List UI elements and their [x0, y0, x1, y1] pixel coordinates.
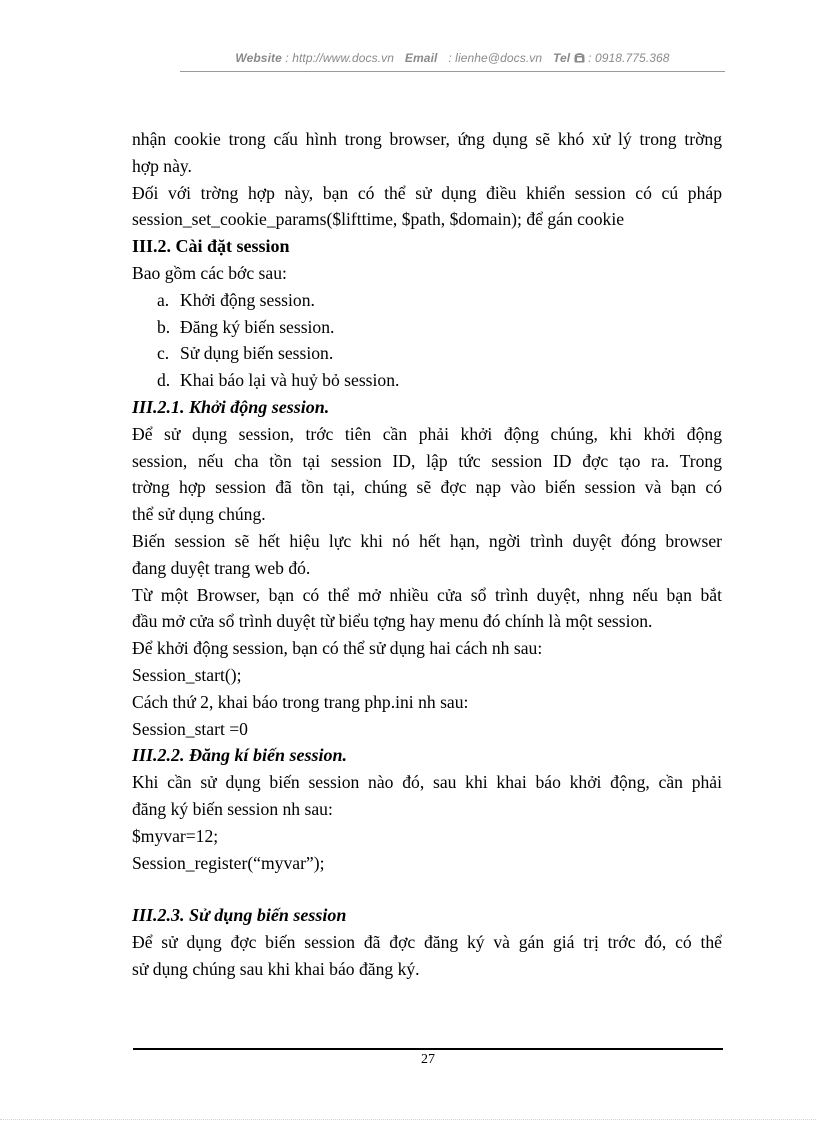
paragraph-line: Từ một Browser, bạn có thể mở nhiều cửa sổ trình duyệt, nhng nếu bạn bắt: [132, 584, 722, 605]
paragraph-line: session_set_cookie_params($lifttime, $path, $domain); để gán cookie: [132, 209, 625, 230]
page-content: [132, 126, 722, 983]
phone-icon: [574, 51, 585, 65]
code-line: Session_register(“myvar”);: [132, 852, 325, 873]
paragraph-line: trờng hợp session đã tồn tại, chúng sẽ đợc nạp vào biến session và bạn có: [132, 477, 722, 498]
code-line: Session_start();: [132, 664, 242, 685]
paragraph-line: Cách thứ 2, khai báo trong trang php.ini nh sau:: [132, 691, 469, 712]
subsection-heading-start: III.2.1. Khởi động session.: [132, 396, 330, 417]
paragraph-line: hợp này.: [132, 155, 192, 176]
list-item: [157, 287, 722, 314]
page-bottom-border: [0, 1119, 816, 1120]
steps-list: [132, 287, 722, 394]
list-marker: d.: [157, 370, 171, 391]
spacer: [132, 876, 722, 902]
paragraph-line: Để sử dụng đợc biến session đã đợc đăng ký và gán giá trị trớc đó, có thể: [132, 932, 722, 953]
tel-number: : 0918.775.368: [588, 51, 670, 65]
list-marker: a.: [157, 289, 170, 310]
paragraph-line: session, nếu cha tồn tại session ID, lập tức session ID đợc tạo ra. Trong: [132, 450, 722, 471]
email-label: Email: [404, 51, 438, 65]
list-marker: c.: [157, 343, 170, 364]
paragraph-line: Khi cần sử dụng biến session nào đó, sau khi khai báo khởi động, cần phải: [132, 772, 722, 793]
paragraph-line: đầu mở cửa sổ trình duyệt từ biểu tợng hay menu đó chính là một session.: [132, 611, 653, 632]
list-item: [157, 314, 722, 341]
website-label: Website: [235, 51, 282, 65]
paragraph-line: Để khởi động session, bạn có thể sử dụng hai cách nh sau:: [132, 638, 543, 659]
paragraph-line: Đối với trờng hợp này, bạn có thể sử dụng điều khiển session có cú pháp: [132, 182, 722, 203]
code-line: Session_start =0: [132, 718, 248, 739]
tel-label: Tel: [553, 51, 571, 65]
list-item-text: Sử dụng biến session.: [180, 343, 334, 364]
list-item-text: Đăng ký biến session.: [180, 316, 335, 337]
subsection-heading-use: III.2.3. Sử dụng biến session: [132, 905, 347, 926]
paragraph-line: nhận cookie trong cấu hình trong browser, ứng dụng sẽ khó xử lý trong trờng: [132, 129, 722, 149]
list-item-text: Khai báo lại và huỷ bỏ session.: [180, 370, 400, 391]
email-address[interactable]: : lienhe@docs.vn: [448, 51, 543, 65]
page-number: 27: [421, 1052, 435, 1067]
paragraph-line: thể sử dụng chúng.: [132, 504, 266, 525]
footer-divider: [133, 1048, 723, 1050]
section-heading-install: III.2. Cài đặt session: [132, 236, 290, 257]
code-line: $myvar=12;: [132, 825, 219, 846]
list-item-text: Khởi động session.: [180, 289, 315, 310]
subsection-heading-register: III.2.2. Đăng kí biến session.: [132, 745, 348, 766]
page-header: [180, 51, 725, 72]
website-url[interactable]: : http://www.docs.vn: [285, 51, 395, 65]
paragraph-line: Để sử dụng session, trớc tiên cần phải khởi động chúng, khi khởi động: [132, 423, 722, 444]
paragraph-line: Biến session sẽ hết hiệu lực khi nó hết hạn, ngời trình duyệt đóng browser: [132, 530, 722, 551]
list-item: [157, 367, 722, 394]
list-item: [157, 340, 722, 367]
list-marker: b.: [157, 316, 171, 337]
steps-intro: Bao gồm các bớc sau:: [132, 262, 287, 283]
paragraph-line: sử dụng chúng sau khi khai báo đăng ký.: [132, 958, 420, 979]
paragraph-line: đang duyệt trang web đó.: [132, 557, 311, 578]
paragraph-line: đăng ký biến session nh sau:: [132, 798, 333, 819]
